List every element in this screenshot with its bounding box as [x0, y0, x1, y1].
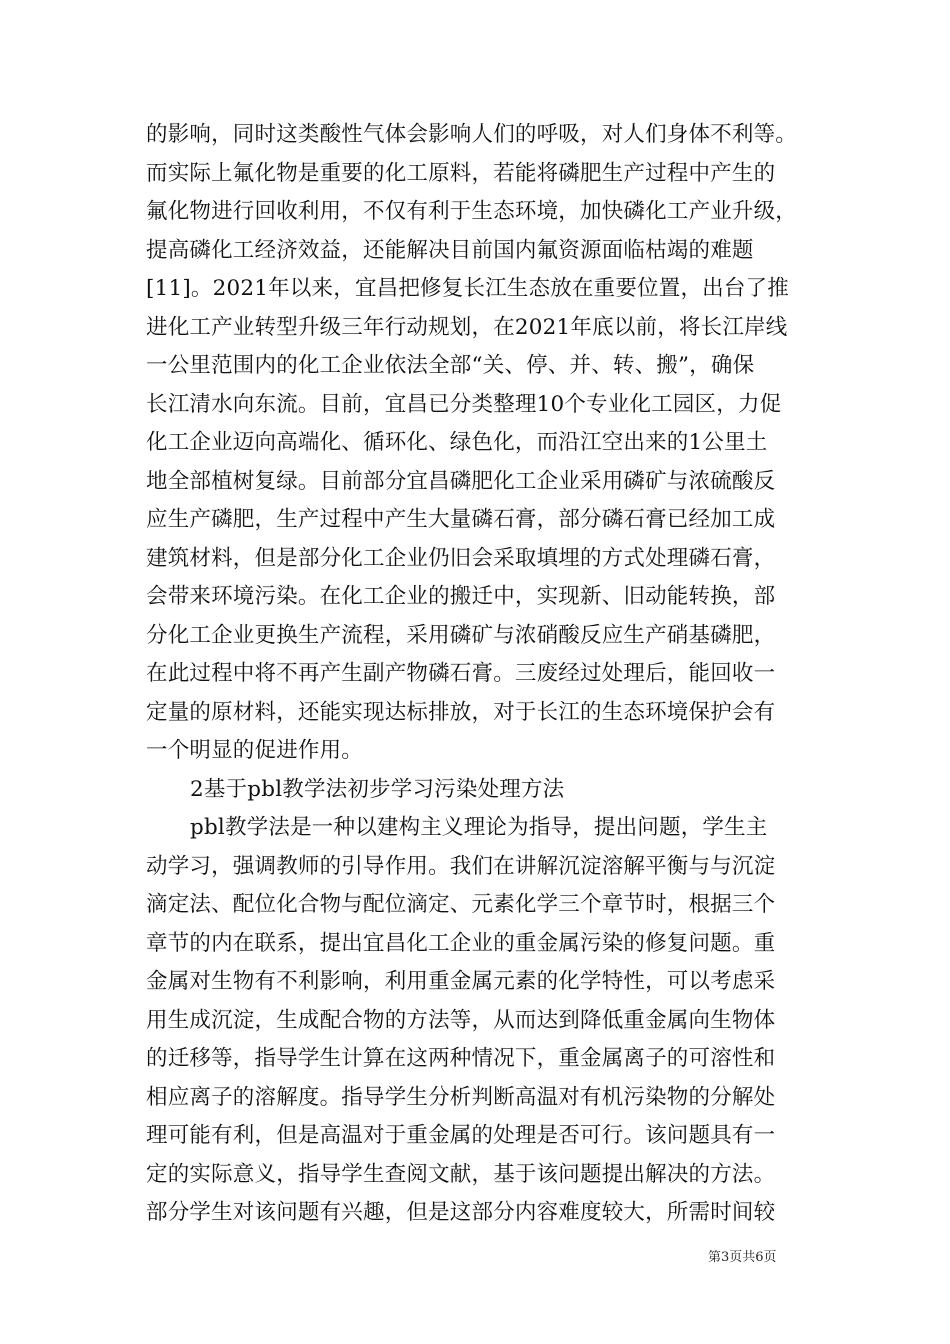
text-line: 提高磷化工经济效益，还能解决目前国内氟资源面临枯竭的难题 — [146, 237, 754, 263]
text-line: 定的实际意义，指导学生查阅文献，基于该问题提出解决的方法。 — [146, 1161, 776, 1187]
text-line: 长江清水向东流。目前，宜昌已分类整理10个专业化工园区，力促 — [146, 391, 782, 417]
text-line: 金属对生物有不利影响，利用重金属元素的化学特性，可以考虑采 — [146, 969, 776, 994]
text-line: 建筑材料，但是部分化工企业仍旧会采取填埋的方式处理磷石膏， — [146, 545, 776, 571]
text-line: 一公里范围内的化工企业依法全部“关、停、并、转、搬”，确保 — [146, 353, 755, 378]
text-line: 用生成沉淀，生成配合物的方法等，从而达到降低重金属向生物体 — [146, 1007, 776, 1033]
text-line: 定量的原材料，还能实现达标排放，对于长江的生态环境保护会有 — [146, 699, 776, 725]
text-line: 在此过程中将不再产生副产物磷石膏。三废经过处理后，能回收一 — [146, 661, 776, 686]
text-line: 进化工产业转型升级三年行动规划，在2021年底以前，将长江岸线 — [146, 314, 788, 340]
text-line: 会带来环境污染。在化工企业的搬迁中，实现新、旧动能转换，部 — [146, 584, 776, 609]
text-line: [11]。2021年以来，宜昌把修复长江生态放在重要位置，出台了推 — [146, 276, 789, 301]
page-number: 第3页共6页 — [708, 1250, 777, 1265]
text-line: 动学习，强调教师的引导作用。我们在讲解沉淀溶解平衡与与沉淀 — [146, 853, 776, 879]
text-line: 理可能有利，但是高温对于重金属的处理是否可行。该问题具有一 — [146, 1123, 776, 1148]
text-line: 化工企业迈向高端化、循环化、绿色化，而沿江空出来的1公里土 — [146, 430, 768, 455]
text-line: 章节的内在联系，提出宜昌化工企业的重金属污染的修复问题。重 — [146, 930, 776, 956]
text-line: 的迁移等，指导学生计算在这两种情况下，重金属离子的可溶性和 — [146, 1046, 776, 1071]
text-line: 2基于pbl教学法初步学习污染处理方法 — [190, 776, 565, 802]
body-text — [146, 116, 816, 1233]
text-line: 应生产磷肥，生产过程中产生大量磷石膏，部分磷石膏已经加工成 — [146, 507, 776, 532]
text-line: 地全部植树复绿。目前部分宜昌磷肥化工企业采用磷矿与浓硫酸反 — [146, 468, 776, 494]
text-line: pbl教学法是一种以建构主义理论为指导，提出问题，学生主 — [190, 815, 768, 840]
text-line: 而实际上氟化物是重要的化工原料，若能将磷肥生产过程中产生的 — [146, 160, 776, 186]
text-line: 氟化物进行回收利用，不仅有利于生态环境，加快磷化工产业升级， — [146, 199, 798, 224]
text-line: 相应离子的溶解度。指导学生分析判断高温对有机污染物的分解处 — [146, 1084, 776, 1110]
text-line: 滴定法、配位化合物与配位滴定、元素化学三个章节时，根据三个 — [146, 892, 776, 917]
text-line: 分化工企业更换生产流程，采用磷矿与浓硝酸反应生产硝基磷肥， — [146, 622, 776, 648]
text-line: 的影响，同时这类酸性气体会影响人们的呼吸，对人们身体不利等。 — [146, 122, 798, 147]
text-line: 一个明显的促进作用。 — [146, 738, 364, 763]
text-line: 部分学生对该问题有兴趣，但是这部分内容难度较大，所需时间较 — [146, 1200, 776, 1225]
